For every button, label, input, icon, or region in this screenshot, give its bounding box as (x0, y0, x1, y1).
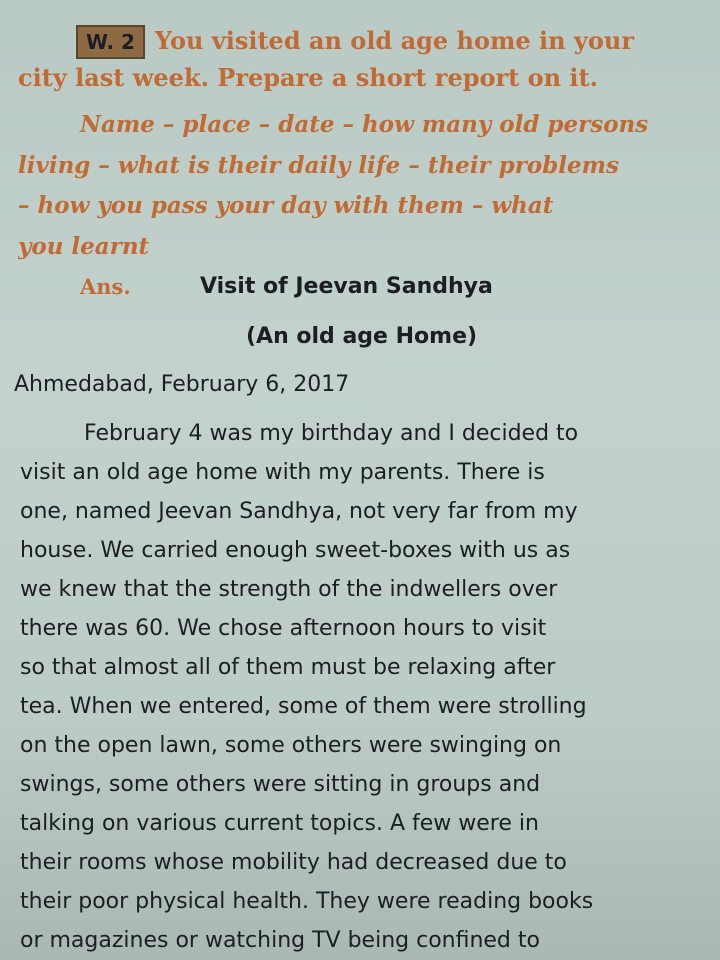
hint-line: Name – place – date – how many old persons (80, 111, 649, 138)
body-line: or magazines or watching TV being confined to (20, 928, 540, 953)
answer-label: Ans. (80, 274, 131, 299)
body-line: tea. When we entered, some of them were strolling (20, 694, 587, 719)
question-prompt (18, 20, 698, 98)
body-line: their poor physical health. They were reading books (20, 889, 594, 914)
body-line: there was 60. We chose afternoon hours to visit (20, 616, 547, 641)
question-hints (18, 105, 698, 267)
question-line: city last week. Prepare a short report on it. (18, 63, 598, 92)
hint-line: living – what is their daily life – their problems (18, 151, 619, 179)
body-line: February 4 was my birthday and I decided to (84, 421, 579, 446)
report-subtitle: (An old age Home) (246, 324, 478, 349)
body-line: so that almost all of them must be relaxing after (20, 655, 556, 680)
body-line: on the open lawn, some others were swinging on (20, 733, 562, 758)
body-line: their rooms whose mobility had decreased due to (20, 850, 567, 875)
question-text: You visited an old age home in your (154, 26, 634, 55)
report-body (20, 414, 700, 960)
question-line (18, 20, 698, 61)
body-line: talking on various current topics. A few were in (20, 811, 539, 836)
hint-line: – how you pass your day with them – what (18, 192, 554, 219)
question-number-badge: W. 2 (76, 25, 145, 59)
body-line: house. We carried enough sweet-boxes with us as (20, 538, 571, 563)
body-line: we knew that the strength of the indwellers over (20, 577, 558, 602)
hint-line: you learnt (18, 232, 150, 260)
report-title: Visit of Jeevan Sandhya (200, 274, 493, 299)
body-line: visit an old age home with my parents. There is (20, 460, 545, 485)
body-line: one, named Jeevan Sandhya, not very far from my (20, 499, 578, 524)
report-dateline: Ahmedabad, February 6, 2017 (14, 372, 350, 397)
body-line: swings, some others were sitting in groups and (20, 772, 541, 797)
